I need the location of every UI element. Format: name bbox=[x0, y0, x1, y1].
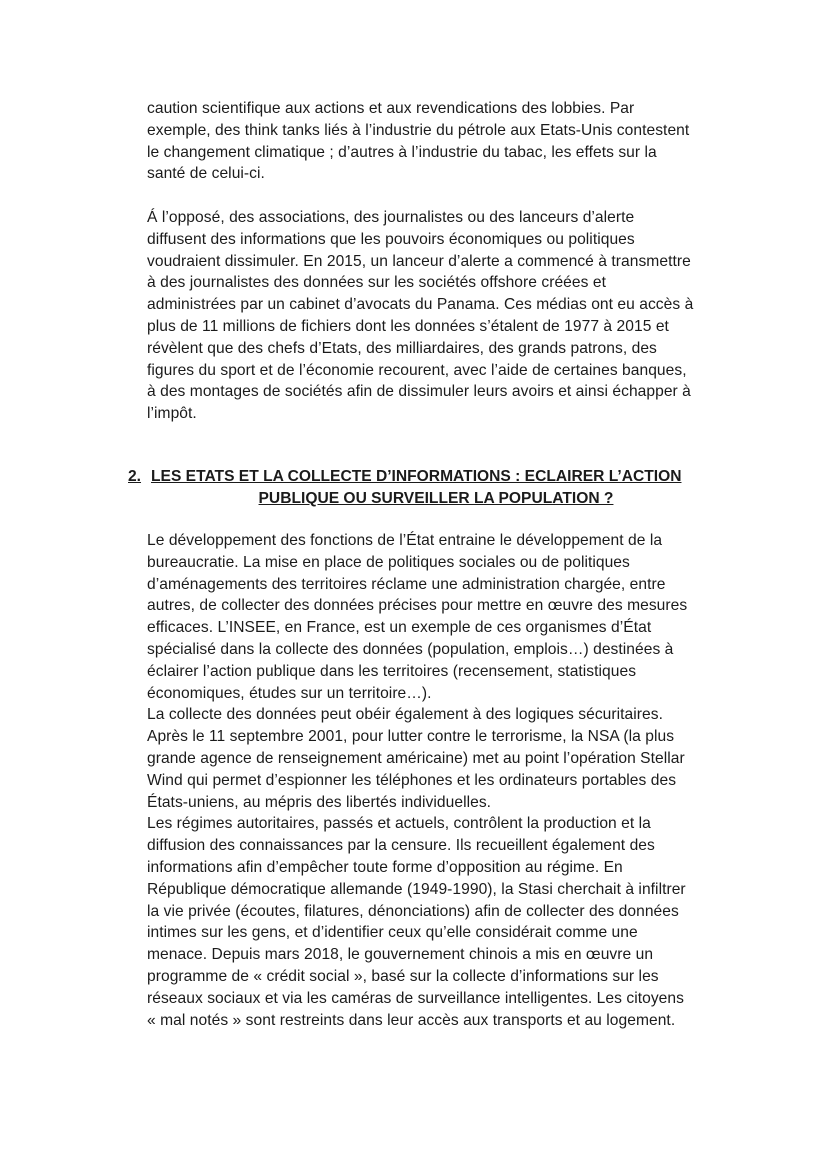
text-line: programme de « crédit social », basé sur la collecte d’informations sur les bbox=[147, 967, 659, 985]
text-line: Wind qui permet d’espionner les téléphones et les ordinateurs portables des bbox=[147, 771, 677, 789]
text-line: caution scientifique aux actions et aux revendications des lobbies. Par bbox=[147, 100, 635, 117]
text-line: efficaces. L’INSEE, en France, est un exemple de ces organismes d’État bbox=[147, 619, 652, 637]
text-line: Après le 11 septembre 2001, pour lutter contre le terrorisme, la NSA (la plus bbox=[147, 728, 675, 746]
text-line: Á l’opposé, des associations, des journalistes ou des lanceurs d’alerte bbox=[147, 209, 635, 226]
text-line: d’aménagements des territoires réclame une administration chargée, entre bbox=[147, 575, 666, 593]
text-line: grande agence de renseignement américaine) met au point l’opération Stellar bbox=[147, 749, 685, 767]
text-line: République démocratique allemande (1949-1990), la Stasi cherchait à infiltrer bbox=[147, 880, 686, 898]
text-line: exemple, des think tanks liés à l’industrie du pétrole aux Etats-Unis contestent bbox=[147, 121, 690, 139]
text-line: diffusent des informations que les pouvoirs économiques ou politiques bbox=[147, 230, 635, 248]
paragraph-whistleblowers bbox=[147, 207, 693, 425]
text-line: intimes sur les gens, et d’identifier ceux qu’elle considérait comme une bbox=[147, 924, 638, 942]
text-line: économiques, études sur un territoire…). bbox=[147, 684, 432, 702]
text-line: diffusion des connaissances par la censure. Ils recueillent également des bbox=[147, 837, 655, 855]
text-line: administrées par un cabinet d’avocats du Panama. Ces médias ont eu accès à bbox=[147, 296, 694, 314]
text-line: États-uniens, au mépris des libertés individuelles. bbox=[147, 793, 492, 811]
text-line: figures du sport et de l’économie recourent, avec l’aide de certaines banques, bbox=[147, 361, 687, 379]
text-line: réseaux sociaux et via les caméras de surveillance intelligentes. Les citoyens bbox=[147, 989, 684, 1007]
text-line: menace. Depuis mars 2018, le gouvernement chinois a mis en œuvre un bbox=[147, 946, 654, 964]
text-line: Le développement des fonctions de l’État entraine le développement de la bbox=[147, 532, 663, 549]
text-line: plus de 11 millions de fichiers dont les données s’étalent de 1977 à 2015 et bbox=[147, 317, 669, 335]
paragraph-lobbies bbox=[147, 98, 689, 185]
section-number: 2. bbox=[128, 468, 142, 485]
text-line: Les régimes autoritaires, passés et actuels, contrôlent la production et la bbox=[147, 815, 651, 833]
text-line: informations afin d’empêcher toute forme d’opposition au régime. En bbox=[147, 858, 623, 876]
text-line: l’impôt. bbox=[147, 405, 197, 423]
section-heading-line-2: PUBLIQUE OU SURVEILLER LA POPULATION ? bbox=[258, 489, 614, 507]
text-line: autres, de collecter des données précises pour mettre en œuvre des mesures bbox=[147, 597, 688, 615]
section-heading-line-1: 2. LES ETATS ET LA COLLECTE D’INFORMATIONS : ECLAIRER L’ACTION bbox=[128, 468, 682, 485]
text-line: bureaucratie. La mise en place de politiques sociales ou de politiques bbox=[147, 553, 630, 571]
text-line: voudraient dissimuler. En 2015, un lanceur d’alerte a commencé à transmettre bbox=[147, 252, 691, 270]
text-line: La collecte des données peut obéir également à des logiques sécuritaires. bbox=[147, 706, 663, 724]
text-line: spécialisé dans la collecte des données (population, emplois…) destinées à bbox=[147, 640, 674, 658]
text-line: révèlent que des chefs d’Etats, des milliardaires, des grands patrons, des bbox=[147, 339, 657, 357]
text-line: à des montages de sociétés afin de dissimuler leurs avoirs et ainsi échapper à bbox=[147, 383, 691, 401]
section-heading bbox=[128, 466, 732, 510]
text-line: la vie privée (écoutes, filatures, dénonciations) afin de collecter des données bbox=[147, 902, 679, 920]
text-line: le changement climatique ; d’autres à l’industrie du tabac, les effets sur la bbox=[147, 143, 657, 161]
text-line: santé de celui-ci. bbox=[147, 165, 265, 183]
text-line: à des journalistes des données sur les sociétés offshore créées et bbox=[147, 274, 606, 292]
paragraph-state-data-collection bbox=[147, 530, 687, 1031]
text-line: « mal notés » sont restreints dans leur accès aux transports et au logement. bbox=[147, 1011, 676, 1029]
text-line: éclairer l’action publique dans les territoires (recensement, statistiques bbox=[147, 662, 637, 680]
